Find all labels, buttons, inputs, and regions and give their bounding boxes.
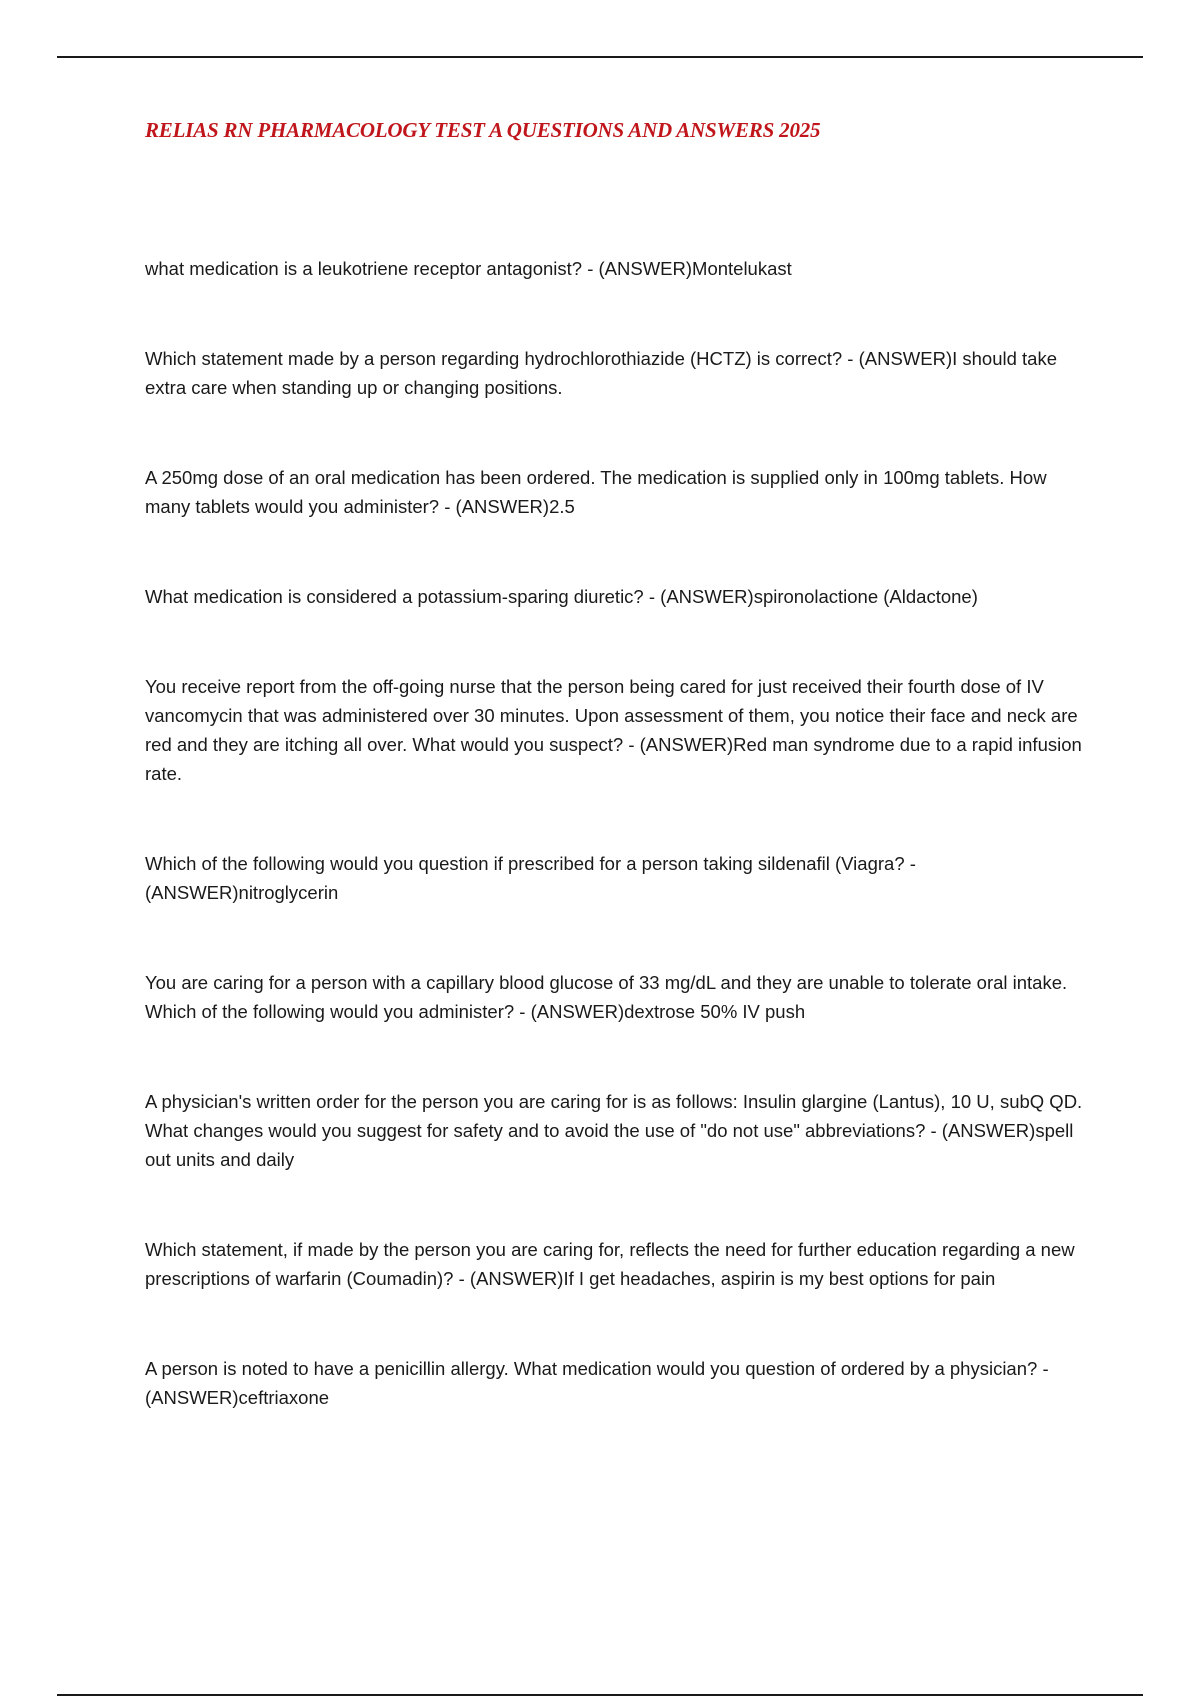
question-text: Which statement made by a person regarding hydrochlorothiazide (HCTZ) is correct? [145, 348, 843, 369]
qa-item-7 [145, 968, 1085, 1026]
answer-marker: - (ANSWER) [145, 853, 916, 903]
qa-item-10 [145, 1354, 1085, 1412]
question-text: what medication is a leukotriene receptor antagonist? [145, 258, 583, 279]
qa-item-8 [145, 1087, 1085, 1174]
answer-marker: - (ANSWER) [453, 1268, 564, 1289]
qa-item-9 [145, 1235, 1085, 1293]
question-text: A person is noted to have a penicillin allergy. What medication would you question of ordered by a physician? [145, 1358, 1038, 1379]
qa-list [145, 254, 1085, 1473]
answer-marker: - (ANSWER) [925, 1120, 1036, 1141]
question-text: You receive report from the off-going nurse that the person being cared for just received their fourth dose of IV vancomycin that was administered over 30 minutes. Upon assessment of them, you notice their face and neck are red and they are itching all over. What would you suspect? [145, 676, 1078, 755]
answer-text: nitroglycerin [238, 882, 339, 903]
answer-marker: - (ANSWER) [582, 258, 693, 279]
answer-text: Red man syndrome due to a rapid infusion rate. [145, 734, 1082, 784]
header-rule [57, 56, 1143, 58]
footer-rule [57, 1694, 1143, 1696]
question-text: A 250mg dose of an oral medication has been ordered. The medication is supplied only in 100mg tablets. How many tablets would you administer? [145, 467, 1047, 517]
answer-marker: - (ANSWER) [439, 496, 550, 517]
answer-text: spell out units and daily [145, 1120, 1074, 1170]
qa-item-5 [145, 672, 1085, 788]
answer-text: ceftriaxone [238, 1387, 330, 1408]
qa-item-6 [145, 849, 1085, 907]
answer-marker: - (ANSWER) [643, 586, 754, 607]
question-text: You are caring for a person with a capillary blood glucose of 33 mg/dL and they are unable to tolerate oral intake. Which of the following would you administer? [145, 972, 1068, 1022]
question-text: Which of the following would you question if prescribed for a person taking sildenafil (Viagra? [145, 853, 905, 874]
question-text: What medication is considered a potassium-sparing diuretic? [145, 586, 644, 607]
answer-marker: - (ANSWER) [145, 1358, 1049, 1408]
answer-text: spironolactione (Aldactone) [753, 586, 978, 607]
answer-text: Montelukast [692, 258, 792, 279]
answer-marker: - (ANSWER) [842, 348, 953, 369]
answer-marker: - (ANSWER) [623, 734, 734, 755]
question-text: A physician's written order for the person you are caring for is as follows: Insulin glargine (Lantus), 10 U, subQ QD. What changes would you suggest for safety and to avoid the use of "do not use" abbreviations? [145, 1091, 1083, 1141]
qa-item-4 [145, 582, 1085, 611]
qa-item-3 [145, 463, 1085, 521]
answer-text: dextrose 50% IV push [624, 1001, 806, 1022]
answer-marker: - (ANSWER) [514, 1001, 625, 1022]
answer-text: If I get headaches, aspirin is my best options for pain [563, 1268, 996, 1289]
qa-item-2 [145, 344, 1085, 402]
qa-item-1 [145, 254, 1085, 283]
question-text: Which statement, if made by the person you are caring for, reflects the need for further education regarding a new prescriptions of warfarin (Coumadin)? [145, 1239, 1075, 1289]
document-title: RELIAS RN PHARMACOLOGY TEST A QUESTIONS AND ANSWERS 2025 [145, 118, 821, 142]
answer-text: 2.5 [549, 496, 575, 517]
answer-text: I should take extra care when standing up or changing positions. [145, 348, 1058, 398]
